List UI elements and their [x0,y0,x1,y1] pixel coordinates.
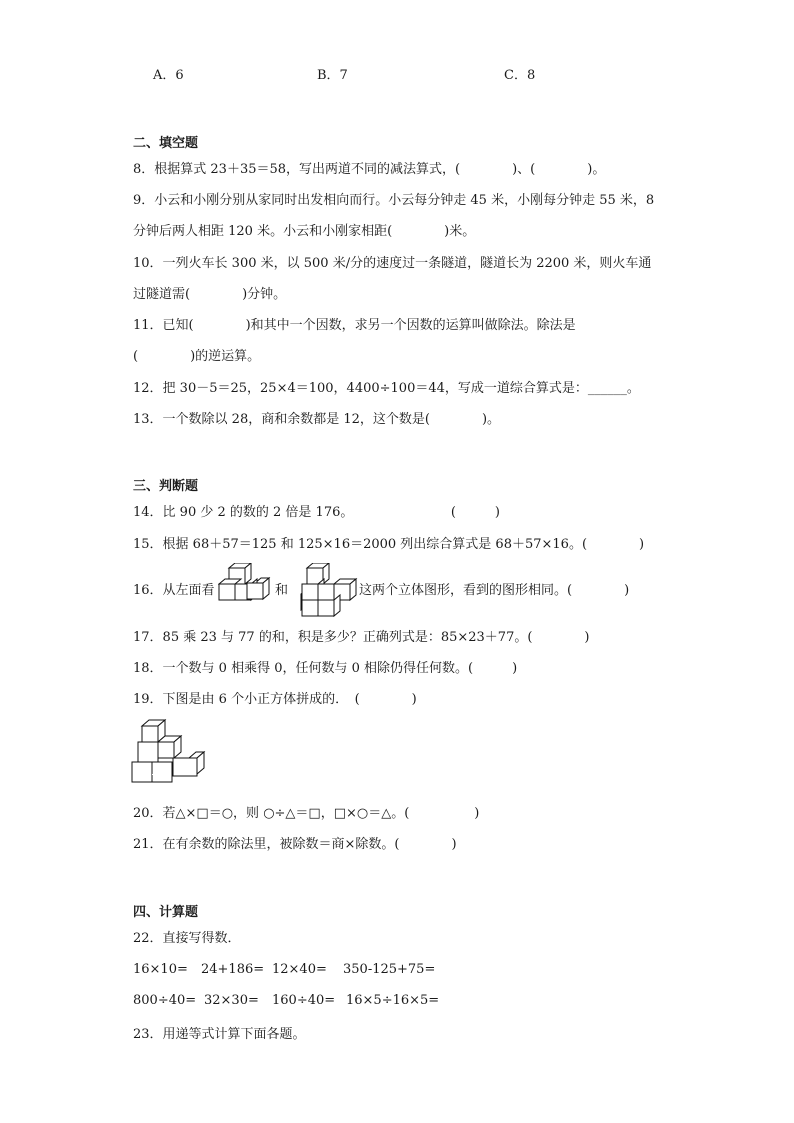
question-8: 8．根据算式 23＋35＝58，写出两道不同的减法算式，( )、( )。 [133,162,606,177]
calc-item: 800÷40= [133,993,197,1008]
question-9-line1: 9．小云和小刚分别从家同时出发相向而行。小云每分钟走 45 米，小刚每分钟走 55 米，8 [133,193,655,208]
question-16-part1: 16．从左面看 [133,583,215,598]
question-12: 12．把 30－5＝25，25×4＝100，4400÷100＝44，写成一道综合算式是：______。 [133,381,640,396]
question-20: 20．若△×□＝○，则 ○÷△＝□，□×○＝△。( ) [133,806,480,821]
section-fill-heading: 二、填空题 [133,136,199,151]
question-23: 23．用递等式计算下面各题。 [133,1027,306,1042]
question-17: 17．85 乘 23 与 77 的和，积是多少？正确列式是：85×23＋77。( ) [133,630,590,645]
option-a: A．6 [153,68,184,83]
calc-item: 16×5÷16×5= [346,993,440,1008]
question-14: 14．比 90 少 2 的数的 2 倍是 176。 ( ) [133,505,501,520]
calc-item: 12×40= [272,962,327,977]
calc-item: 16×10= [133,962,188,977]
cube-pyramid-figure [131,719,209,795]
cube-figure-right [289,563,359,617]
option-b: B．7 [317,68,348,83]
question-21: 21．在有余数的除法里，被除数＝商×除数。( ) [133,837,457,852]
calc-item: 24+186= [201,962,265,977]
question-16-part2: 和 [275,583,289,598]
cube-figure-left [218,563,274,617]
question-22: 22．直接写得数． [133,931,241,946]
calc-item: 160÷40= [272,993,336,1008]
question-11-line2: ( )的逆运算。 [133,349,261,364]
question-9-line2: 分钟后两人相距 120 米。小云和小刚家相距( )米。 [133,224,476,239]
question-16-part3: 这两个立体图形，看到的图形相同。( ) [359,583,630,598]
calc-item: 32×30= [204,993,259,1008]
question-11-line1: 11．已知( )和其中一个因数，求另一个因数的运算叫做除法。除法是 [133,318,576,333]
calc-item: 350-125+75= [343,962,436,977]
question-10-line2: 过隧道需( )分钟。 [133,287,287,302]
question-13: 13．一个数除以 28，商和余数都是 12，这个数是( )。 [133,412,501,427]
question-19: 19．下图是由 6 个小正方体拼成的． ( ) [133,692,417,707]
option-c: C．8 [504,68,536,83]
question-15: 15．根据 68＋57＝125 和 125×16＝2000 列出综合算式是 68＋57×16。( ) [133,537,645,552]
section-judge-heading: 三、判断题 [133,479,199,494]
section-calc-heading: 四、计算题 [133,905,199,920]
question-10-line1: 10．一列火车长 300 米，以 500 米/分的速度过一条隧道，隧道长为 2200 米，则火车通 [133,256,652,271]
question-18: 18．一个数与 0 相乘得 0，任何数与 0 相除仍得任何数。( ) [133,661,518,676]
